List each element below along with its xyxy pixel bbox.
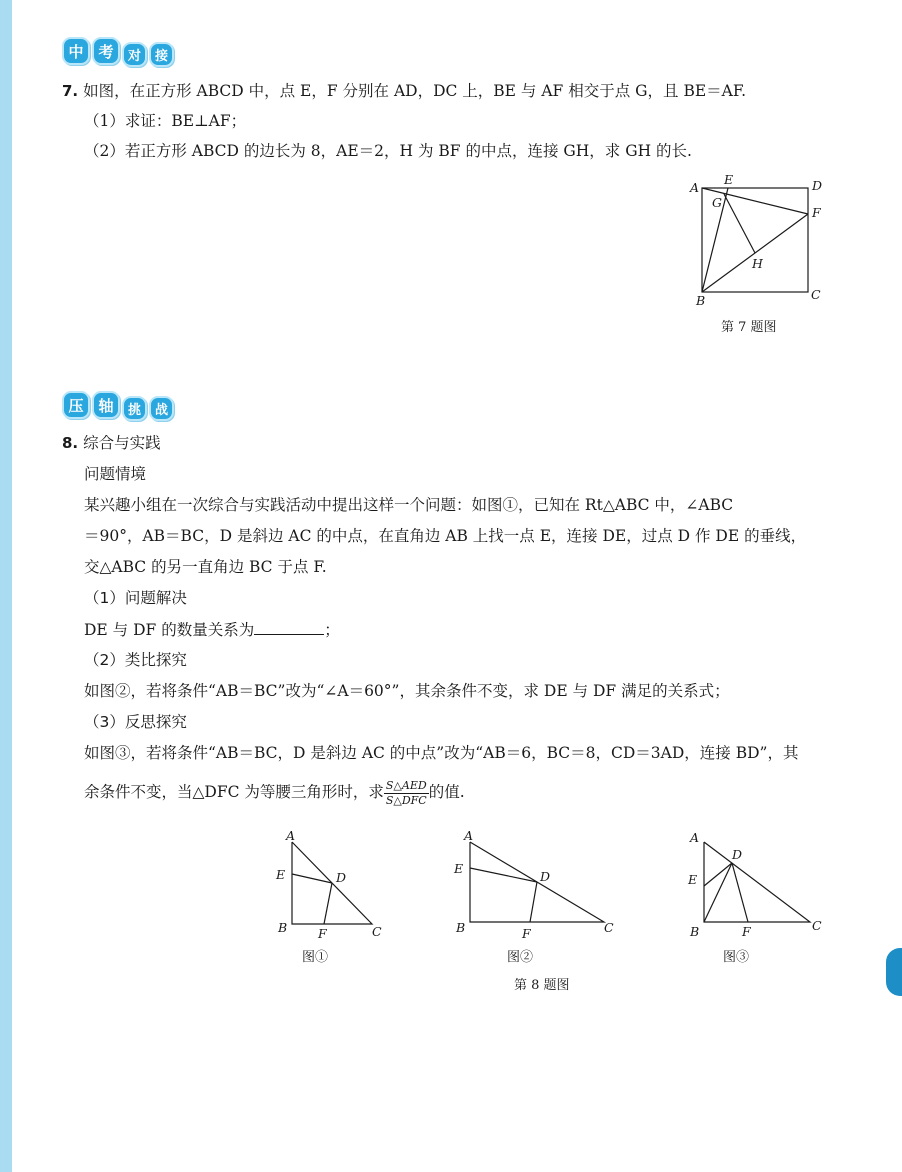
q8-part3-text2b: 的值. — [428, 783, 465, 801]
triangle-abc — [704, 842, 810, 922]
segment-df — [530, 882, 537, 922]
fraction-denominator: S△DFC — [385, 793, 427, 807]
q8-text-line1: 某兴趣小组在一次综合与实践活动中提出这样一个问题：如图①，已知在 Rt△ABC 中，∠ABC — [84, 496, 734, 514]
q8-text-line3: 交△ABC 的另一直角边 BC 于点 F. — [84, 558, 327, 576]
segment-gh — [724, 194, 755, 253]
q8-part1-prompt: DE 与 DF 的数量关系为 — [84, 621, 255, 639]
fraction-numerator: S△AED — [385, 778, 427, 792]
segment-df — [732, 863, 748, 922]
q8-part3-text2 — [84, 777, 465, 808]
label-f: F — [742, 924, 751, 939]
q7-figure — [680, 172, 830, 312]
q8-title-line — [62, 432, 161, 454]
label-e: E — [454, 861, 464, 876]
label-a: A — [286, 828, 296, 843]
label-c: C — [372, 924, 382, 939]
q8-part3-text1: 如图③，若将条件“AB＝BC，D 是斜边 AC 的中点”改为“AB＝6，BC＝8，CD＝3AD，连接 BD”，其 — [84, 744, 799, 762]
segment-de — [470, 868, 537, 882]
label-f: F — [812, 205, 821, 220]
banner-char: 对 — [122, 42, 147, 67]
answer-blank[interactable] — [254, 618, 324, 635]
q7-stem-line — [62, 80, 746, 102]
q8-figure-caption: 第 8 题图 — [514, 978, 570, 993]
label-e: E — [688, 872, 698, 887]
q8-part3-heading: （3）反思探究 — [84, 713, 187, 731]
label-h: H — [752, 256, 763, 271]
banner-char: 接 — [149, 42, 174, 67]
section-banner-yazhou — [62, 388, 176, 422]
q7-part1: （1）求证：BE⊥AF； — [84, 112, 247, 130]
label-b: B — [278, 920, 288, 935]
label-b: B — [690, 924, 700, 939]
banner-char: 考 — [92, 37, 120, 65]
q8-part1-end: ； — [324, 621, 340, 639]
label-c: C — [811, 287, 821, 302]
label-d: D — [732, 847, 743, 862]
segment-de — [704, 863, 732, 886]
segment-df — [324, 883, 332, 924]
q8-part1-text — [84, 618, 340, 641]
q8-part2-heading: （2）类比探究 — [84, 651, 187, 669]
label-g: G — [712, 195, 722, 210]
label-a: A — [690, 830, 700, 845]
banner-char: 战 — [149, 396, 174, 421]
label-a: A — [690, 180, 700, 195]
q8-figure-3 — [684, 828, 826, 940]
label-f: F — [318, 926, 327, 940]
q8-text-line2: ＝90°，AB＝BC，D 是斜边 AC 的中点，在直角边 AB 上找一点 E，连接 DE，过点 D 作 DE 的垂线， — [84, 527, 807, 545]
label-a: A — [464, 828, 474, 843]
q8-figure-2-caption: 图② — [507, 950, 534, 965]
segment-bd — [704, 863, 732, 922]
q8-title: 综合与实践 — [83, 434, 161, 452]
label-c: C — [812, 918, 822, 933]
banner-char: 中 — [62, 37, 90, 65]
q8-figure-3-caption: 图③ — [723, 950, 750, 965]
q7-number: 7. — [62, 82, 79, 100]
q7-part2: （2）若正方形 ABCD 的边长为 8，AE＝2，H 为 BF 的中点，连接 GH，求 GH 的长. — [84, 142, 692, 160]
q8-figure-2 — [448, 828, 624, 940]
label-d: D — [336, 870, 347, 885]
banner-char: 压 — [62, 391, 90, 419]
q8-figure-1-caption: 图① — [302, 950, 329, 965]
q7-figure-caption: 第 7 题图 — [721, 320, 777, 335]
banner-char: 挑 — [122, 396, 147, 421]
label-f: F — [522, 926, 531, 940]
left-edge-strip — [0, 0, 12, 1172]
label-d: D — [540, 869, 551, 884]
q8-figure-1 — [268, 828, 398, 940]
section-banner-zhongkao — [62, 34, 176, 68]
q8-part2-text: 如图②，若将条件“AB＝BC”改为“∠A＝60°”，其余条件不变，求 DE 与 DF 满足的关系式； — [84, 682, 730, 700]
q8-part3-text2a: 余条件不变，当△DFC 为等腰三角形时，求 — [84, 783, 384, 801]
label-b: B — [456, 920, 466, 935]
q8-part1-heading: （1）问题解决 — [84, 589, 187, 607]
label-e: E — [276, 867, 286, 882]
area-ratio-fraction — [384, 779, 429, 808]
segment-de — [292, 874, 332, 883]
label-c: C — [604, 920, 614, 935]
label-e: E — [724, 172, 734, 187]
label-b: B — [696, 293, 706, 308]
q8-number: 8. — [62, 434, 79, 452]
page-edge-tab — [886, 948, 902, 996]
q7-stem: 如图，在正方形 ABCD 中，点 E，F 分别在 AD，DC 上，BE 与 AF 相交于点 G，且 BE＝AF. — [83, 82, 747, 100]
q8-situation-heading: 问题情境 — [84, 465, 147, 483]
banner-char: 轴 — [92, 391, 120, 419]
label-d: D — [812, 178, 823, 193]
